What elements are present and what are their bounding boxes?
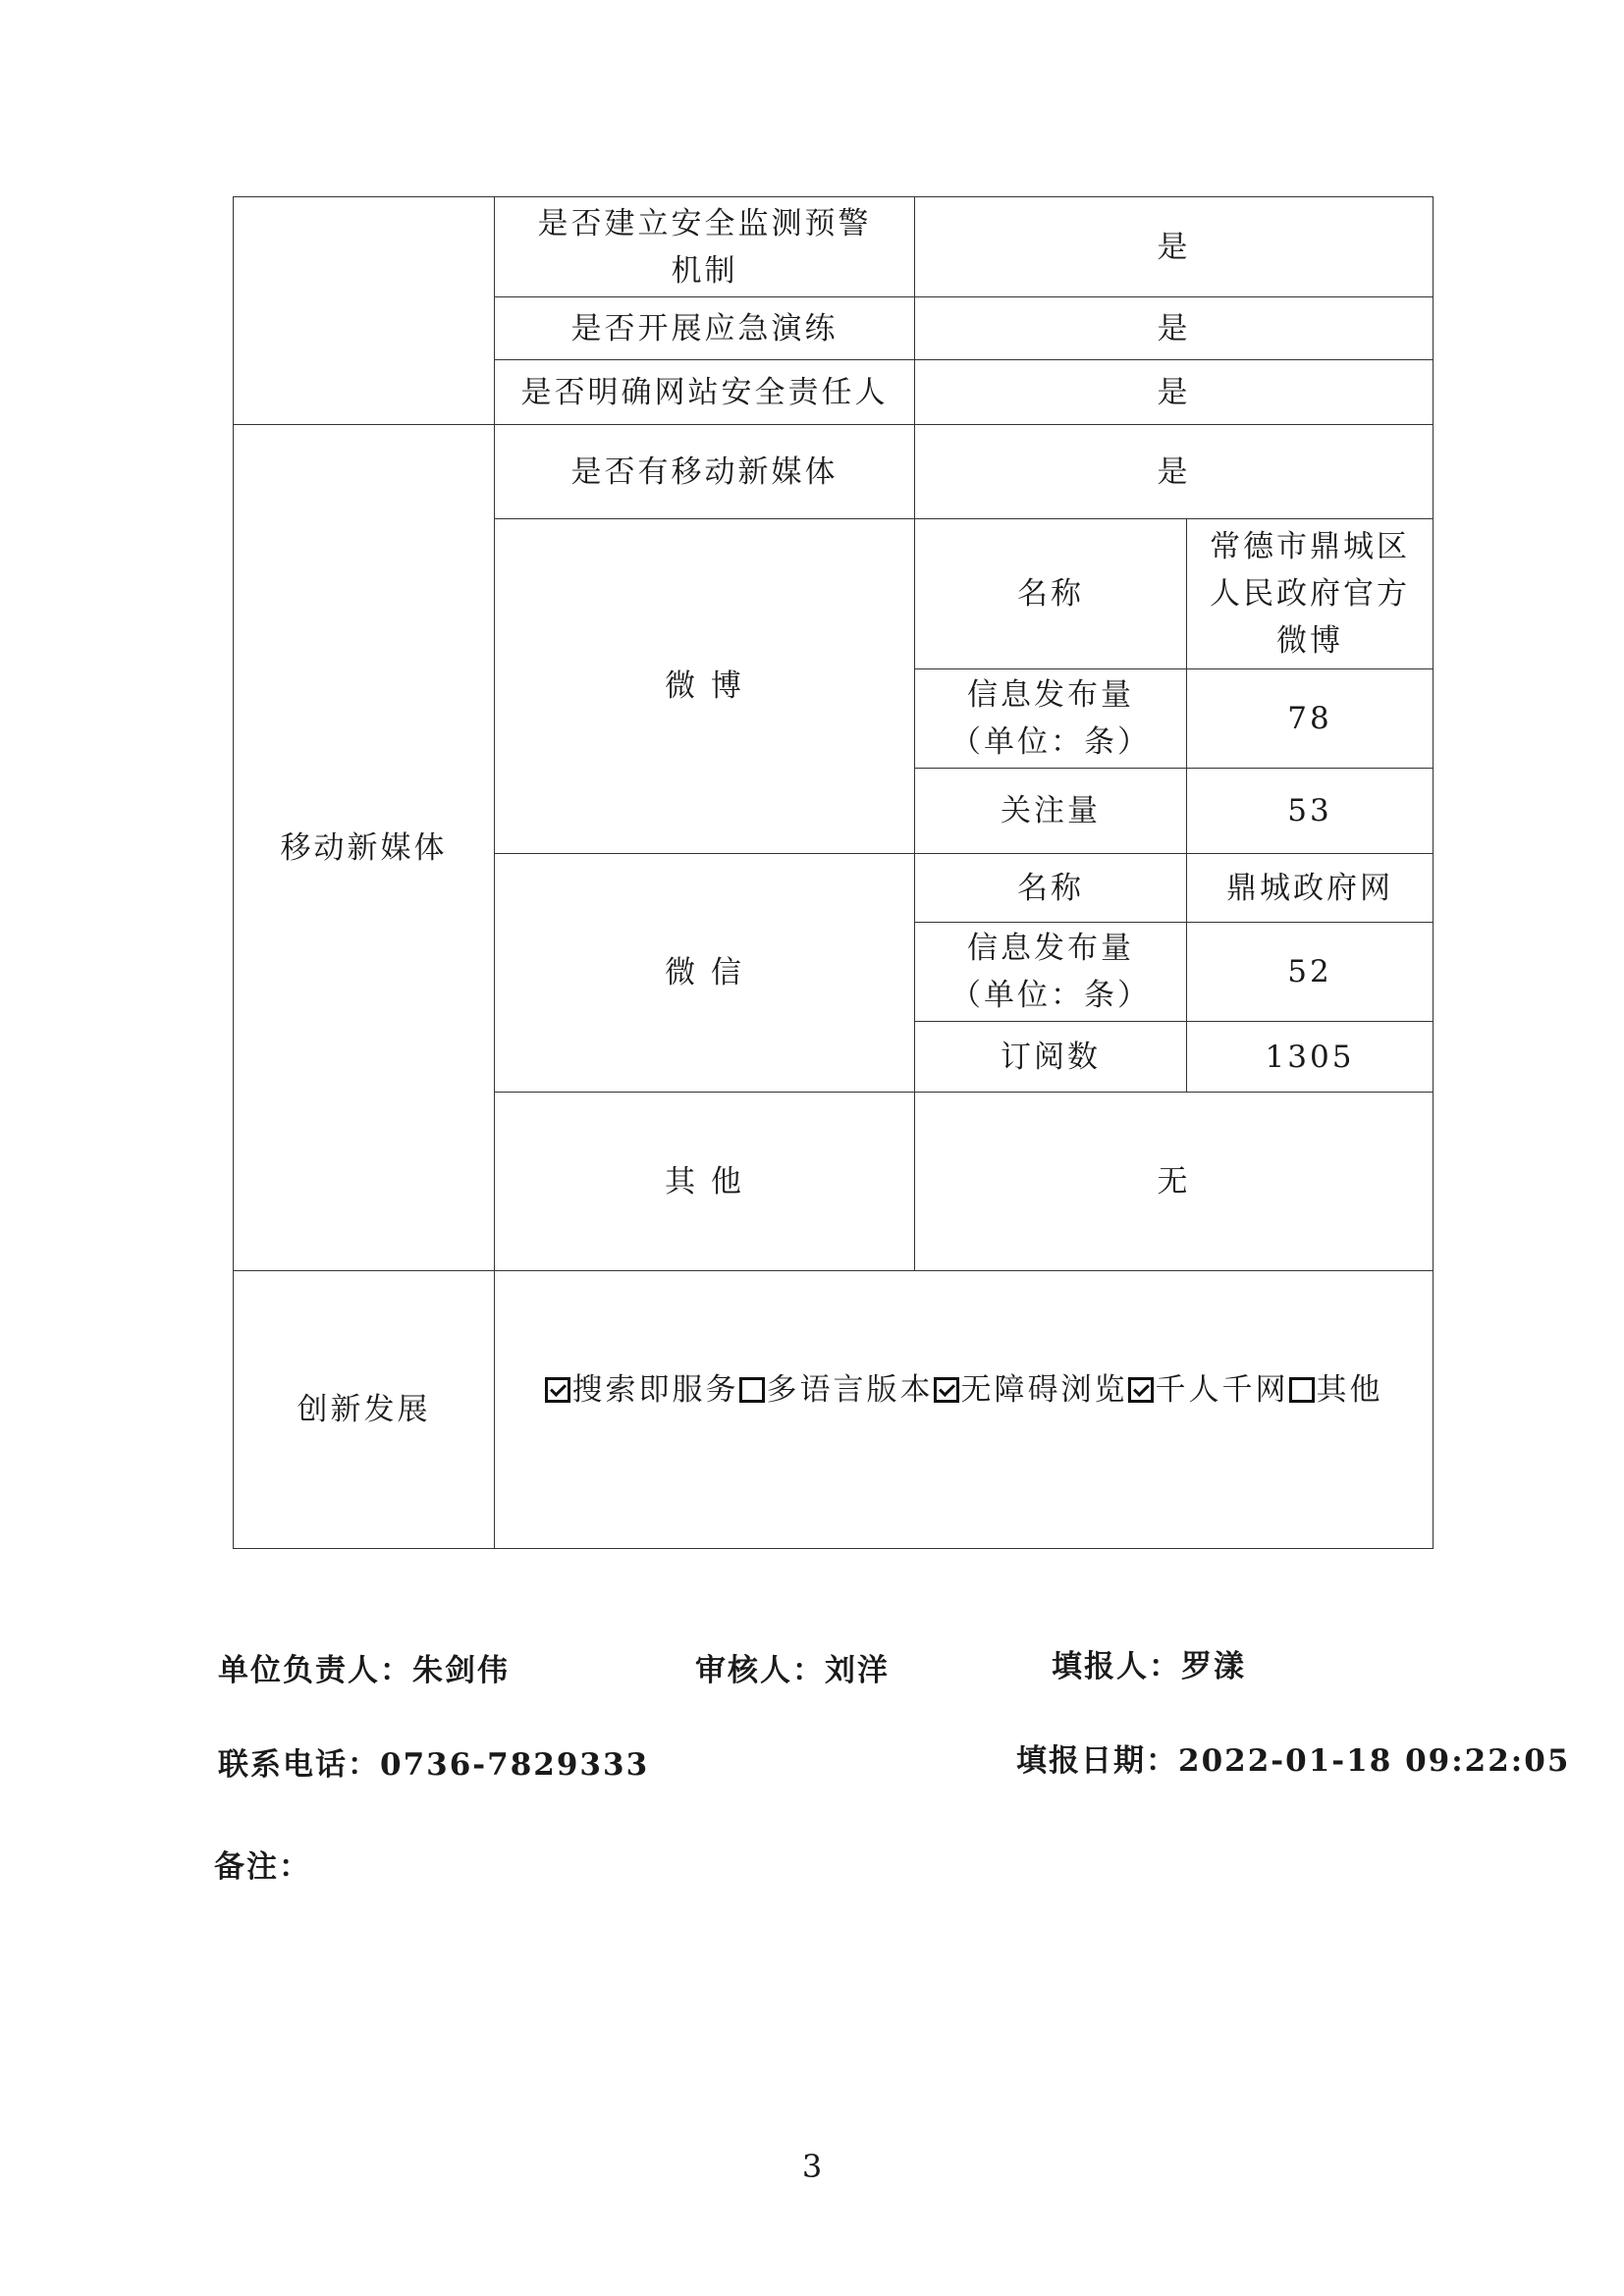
report-date: 2022-01-18 09:22:05 [1178,1743,1571,1779]
innovation-option[interactable] [1289,1372,1383,1408]
remarks-label: 备注： [214,1849,311,1885]
option-label: 千人千网 [1155,1372,1289,1408]
phone-line [218,1739,649,1784]
checkbox-checked-icon[interactable] [545,1377,570,1403]
has-mobile-media-label: 是否有移动新媒体 [495,425,915,519]
innovation-options [495,1271,1434,1549]
emergency-drill-value: 是 [915,297,1434,360]
wechat-name-value: 鼎城政府网 [1187,854,1434,923]
wechat-subscribers-label: 订阅数 [915,1022,1187,1093]
option-label: 其他 [1316,1372,1383,1408]
security-owner-value: 是 [915,360,1434,425]
checkbox-unchecked-icon[interactable] [1289,1377,1315,1403]
has-mobile-media-value: 是 [915,425,1434,519]
checkbox-checked-icon[interactable] [934,1377,959,1403]
innovation-option[interactable] [545,1372,739,1408]
warning-mechanism-label: 是否建立安全监测预警机制 [495,197,915,297]
weibo-followers-label: 关注量 [915,769,1187,854]
checkbox-checked-icon[interactable] [1128,1377,1154,1403]
reviewer-label: 审核人： [695,1653,825,1688]
unit-head-line [218,1645,510,1689]
security-owner-label: 是否明确网站安全责任人 [495,360,915,425]
filler-name: 罗漾 [1181,1649,1246,1684]
wechat-posts-value: 52 [1187,923,1434,1022]
weibo-name-label: 名称 [915,519,1187,669]
warning-mechanism-value: 是 [915,197,1434,297]
weibo-posts-label: 信息发布量（单位：条） [915,669,1187,769]
mobile-media-section: 移动新媒体 [234,425,495,1271]
date-label: 填报日期： [1016,1743,1178,1779]
phone-number: 0736-7829333 [380,1747,650,1783]
innovation-section: 创新发展 [234,1271,495,1549]
emergency-drill-label: 是否开展应急演练 [495,297,915,360]
date-line [1016,1735,1570,1780]
wechat-subscribers-value: 1305 [1187,1022,1434,1093]
filler-label: 填报人： [1052,1649,1181,1684]
other-media-value: 无 [915,1093,1434,1271]
other-media-label: 其 他 [495,1093,915,1271]
unit-head-name: 朱剑伟 [412,1653,510,1688]
weibo-posts-value: 78 [1187,669,1434,769]
security-section-cell [234,197,495,425]
innovation-option[interactable] [1128,1372,1289,1408]
page-number: 3 [801,2148,823,2185]
wechat-label: 微 信 [495,854,915,1093]
table-row [234,197,1434,297]
reviewer-line [695,1645,890,1689]
innovation-option[interactable] [739,1372,934,1408]
filler-line [1052,1641,1246,1685]
weibo-name-value: 常德市鼎城区人民政府官方微博 [1187,519,1434,669]
option-label: 无障碍浏览 [960,1372,1128,1408]
wechat-posts-label: 信息发布量（单位：条） [915,923,1187,1022]
reviewer-name: 刘洋 [825,1653,890,1688]
weibo-followers-value: 53 [1187,769,1434,854]
unit-head-label: 单位负责人： [218,1653,412,1688]
phone-label: 联系电话： [218,1747,380,1783]
checkbox-unchecked-icon[interactable] [739,1377,765,1403]
option-label: 多语言版本 [766,1372,934,1408]
option-label: 搜索即服务 [571,1372,739,1408]
table-row [234,425,1434,519]
table-row [234,1271,1434,1549]
report-table [233,196,1434,1549]
weibo-label: 微 博 [495,519,915,854]
innovation-option[interactable] [934,1372,1128,1408]
wechat-name-label: 名称 [915,854,1187,923]
